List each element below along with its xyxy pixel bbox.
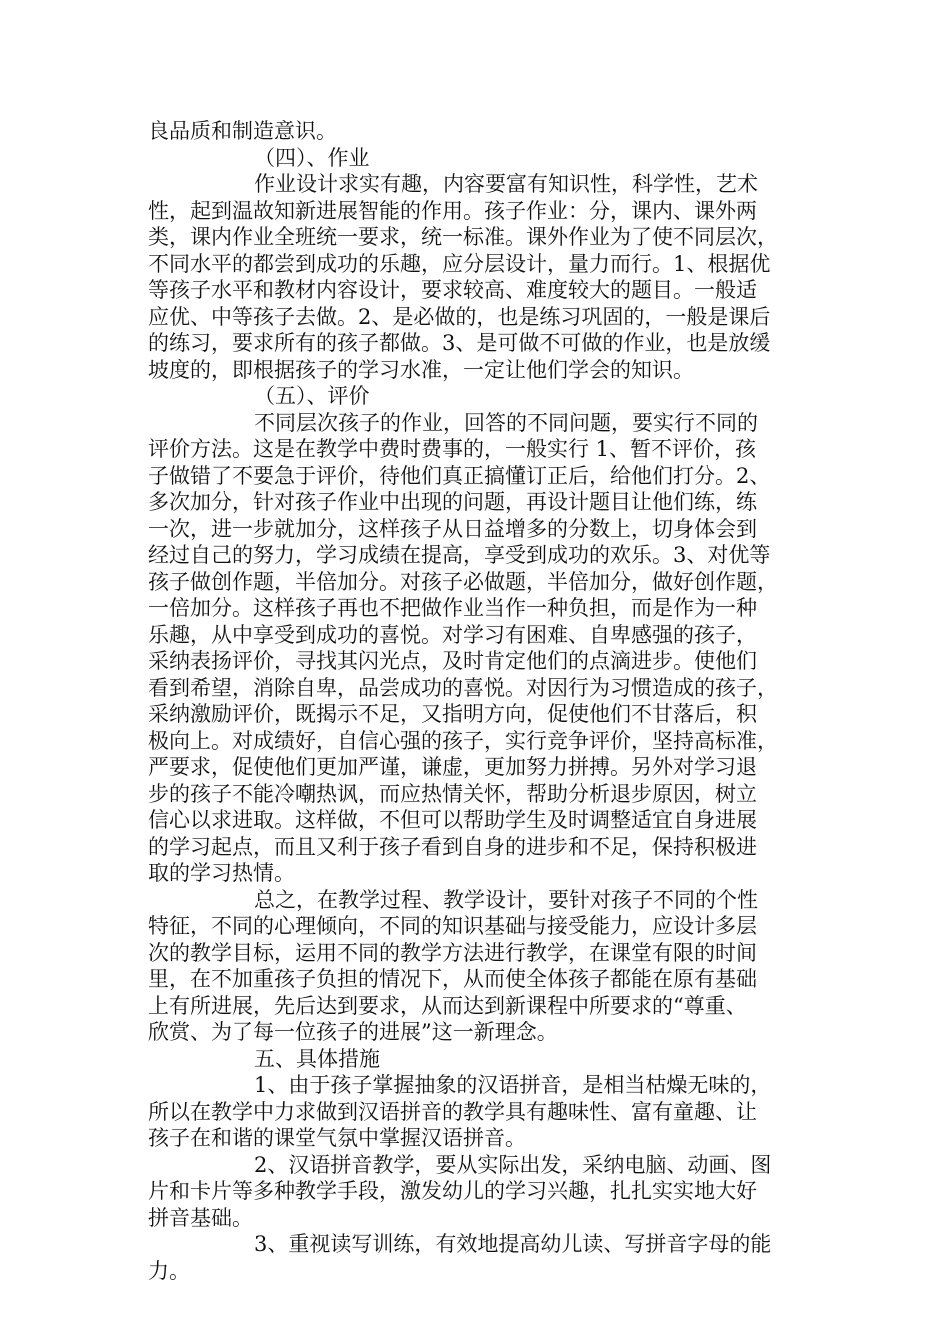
text-line: 不同水平的都尝到成功的乐趣，应分层设计，量力而行。1、根据优 (148, 251, 771, 276)
text-line: 应优、中等孩子去做。2、是必做的，也是练习巩固的，一般是课后 (148, 304, 771, 329)
text-line: 评价方法。这是在教学中费时费事的，一般实行 1、暂不评价，孩 (148, 437, 757, 461)
text-line: 乐趣，从中享受到成功的喜悦。对学习有困难、自卑感强的孩子， (148, 622, 757, 647)
text-line: 里，在不加重孩子负担的情况下，从而使全体孩子都能在原有基础 (148, 967, 757, 991)
text-line: 信心以求进取。这样做，不但可以帮助学生及时调整适宜自身进展 (148, 808, 757, 832)
text-line: 力。 (148, 1258, 190, 1283)
text-line: 经过自己的努力，学习成绩在提高，享受到成功的欢乐。3、对优等 (148, 543, 771, 567)
text-line: 多次加分，针对孩子作业中出现的问题，再设计题目让他们练，练 (148, 490, 757, 514)
text-line: 五、具体措施 (254, 1046, 380, 1071)
text-line: 一次，进一步就加分，这样孩子从日益增多的分数上，切身体会到 (148, 516, 757, 541)
text-line: 拼音基础。 (148, 1205, 253, 1230)
text-line: 片和卡片等多种教学手段，激发幼儿的学习兴趣，扎扎实实地大好 (148, 1179, 757, 1203)
text-line: 步的孩子不能冷嘲热讽，而应热情关怀，帮助分析退步原因，树立 (148, 781, 757, 806)
text-line: 孩子在和谐的课堂气氛中掌握汉语拼音。 (148, 1126, 526, 1150)
text-line: 极向上。对成绩好，自信心强的孩子，实行竞争评价，坚持高标准， (148, 728, 778, 753)
text-line: （四）、作业 (254, 145, 370, 170)
text-line: 总之，在教学过程、教学设计，要针对孩子不同的个性 (254, 887, 758, 912)
text-line: 坡度的，即根据孩子的学习水准，一定让他们学会的知识。 (148, 357, 694, 382)
text-line: 次的教学目标，运用不同的教学方法进行教学，在课堂有限的时间 (148, 940, 757, 965)
text-line: 采纳表扬评价，寻找其闪光点，及时肯定他们的点滴进步。使他们 (148, 649, 757, 673)
text-line: 性，起到温故知新进展智能的作用。孩子作业：分，课内、课外两 (148, 198, 757, 223)
text-line: 采纳激励评价，既揭示不足，又指明方向，促使他们不甘落后，积 (148, 702, 757, 726)
text-line: 看到希望，消除自卑，品尝成功的喜悦。对因行为习惯造成的孩子， (148, 675, 778, 700)
text-line: 作业设计求实有趣，内容要富有知识性，科学性，艺术 (254, 172, 758, 196)
text-line: 等孩子水平和教材内容设计，要求较高、难度较大的题目。一般适 (148, 278, 757, 302)
text-line: （五）、评价 (254, 384, 370, 408)
text-line: 严要求，促使他们更加严谨，谦虚，更加努力拼搏。另外对学习退 (148, 755, 757, 779)
text-line: 欣赏、为了每一位孩子的进展”这一新理念。 (148, 1020, 558, 1044)
text-line: 孩子做创作题，半倍加分。对孩子必做题，半倍加分，做好创作题， (148, 569, 778, 594)
text-line: 特征，不同的心理倾向，不同的知识基础与接受能力，应设计多层 (148, 914, 757, 938)
text-line: 1、由于孩子掌握抽象的汉语拼音，是相当枯燥无味的， (254, 1073, 772, 1097)
text-line: 的练习，要求所有的孩子都做。3、是可做不可做的作业，也是放缓 (148, 331, 771, 355)
text-line: 子做错了不要急于评价，待他们真正搞懂订正后，给他们打分。2、 (148, 463, 771, 488)
text-line: 上有所进展，先后达到要求，从而达到新课程中所要求的“尊重、 (148, 993, 747, 1018)
text-line: 良品质和制造意识。 (148, 119, 337, 143)
text-line: 取的学习热情。 (148, 861, 295, 885)
text-line: 2、汉语拼音教学，要从实际出发，采纳电脑、动画、图 (254, 1152, 772, 1177)
text-line: 不同层次孩子的作业，回答的不同问题，要实行不同的 (254, 410, 758, 435)
text-line: 的学习起点，而且又利于孩子看到自身的进步和不足，保持积极进 (148, 834, 757, 859)
text-line: 所以在教学中力求做到汉语拼音的教学具有趣味性、富有童趣、让 (148, 1099, 757, 1124)
text-line: 3、重视读写训练，有效地提高幼儿读、写拼音字母的能 (254, 1232, 772, 1256)
text-line: 类，课内作业全班统一要求，统一标准。课外作业为了使不同层次， (148, 225, 778, 249)
text-line: 一倍加分。这样孩子再也不把做作业当作一种负担，而是作为一种 (148, 596, 757, 620)
